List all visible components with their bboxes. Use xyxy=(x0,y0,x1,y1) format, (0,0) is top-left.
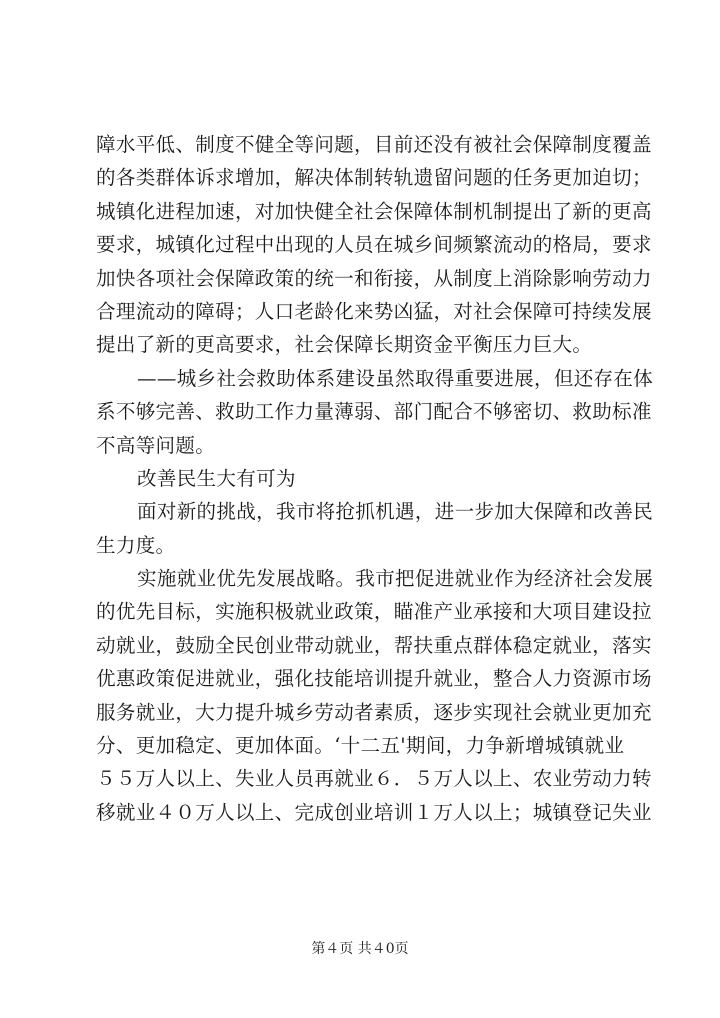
text-line: 的各类群体诉求增加，解决体制转轨遗留问题的任务更加迫切； xyxy=(96,166,652,190)
text-line: 生力度。 xyxy=(96,533,176,557)
document-body xyxy=(96,128,654,829)
text-line: 动就业，鼓励全民创业带动就业，帮扶重点群体稳定就业，落实 xyxy=(96,633,652,657)
text-line: 移就业４０万人以上、完成创业培训１万人以上；城镇登记失业 xyxy=(96,800,652,824)
page-number-footer: 第４页 共４0页 xyxy=(311,941,409,957)
text-line: ５５万人以上、失业人员再就业６．５万人以上、农业劳动力转 xyxy=(96,767,652,791)
text-line: 合理流动的障碍；人口老龄化来势凶猛，对社会保障可持续发展 xyxy=(96,299,652,323)
text-line: 服务就业，大力提升城乡劳动者素质，逐步实现社会就业更加充 xyxy=(96,700,652,724)
text-line: 优惠政策促进就业，强化技能培训提升就业，整合人力资源市场 xyxy=(96,667,652,691)
text-line: ——城乡社会救助体系建设虽然取得重要进展，但还存在体 xyxy=(137,366,654,390)
text-line: 提出了新的更高要求，社会保障长期资金平衡压力巨大。 xyxy=(96,333,593,357)
section-heading: 改善民生大有可为 xyxy=(137,466,296,490)
text-line: 加快各项社会保障政策的统一和衔接，从制度上消除影响劳动力 xyxy=(96,266,652,290)
text-line: 分、更加稳定、更加体面。‘十二五'期间，力争新增城镇就业 xyxy=(96,734,625,758)
text-line: 不高等问题。 xyxy=(96,433,216,457)
text-line: 要求，城镇化过程中出现的人员在城乡间频繁流动的格局，要求 xyxy=(96,233,652,257)
text-line: 城镇化进程加速，对加快健全社会保障体制机制提出了新的更高 xyxy=(96,199,652,223)
text-line: 障水平低、制度不健全等问题，目前还没有被社会保障制度覆盖 xyxy=(96,133,652,156)
text-line: 系不够完善、救助工作力量薄弱、部门配合不够密切、救助标准 xyxy=(96,400,652,424)
text-line: 的优先目标，实施积极就业政策，瞄准产业承接和大项目建设拉 xyxy=(96,600,652,624)
text-line: 面对新的挑战，我市将抢抓机遇，进一步加大保障和改善民 xyxy=(137,500,654,524)
text-line: 实施就业优先发展战略。我市把促进就业作为经济社会发展 xyxy=(137,567,654,591)
